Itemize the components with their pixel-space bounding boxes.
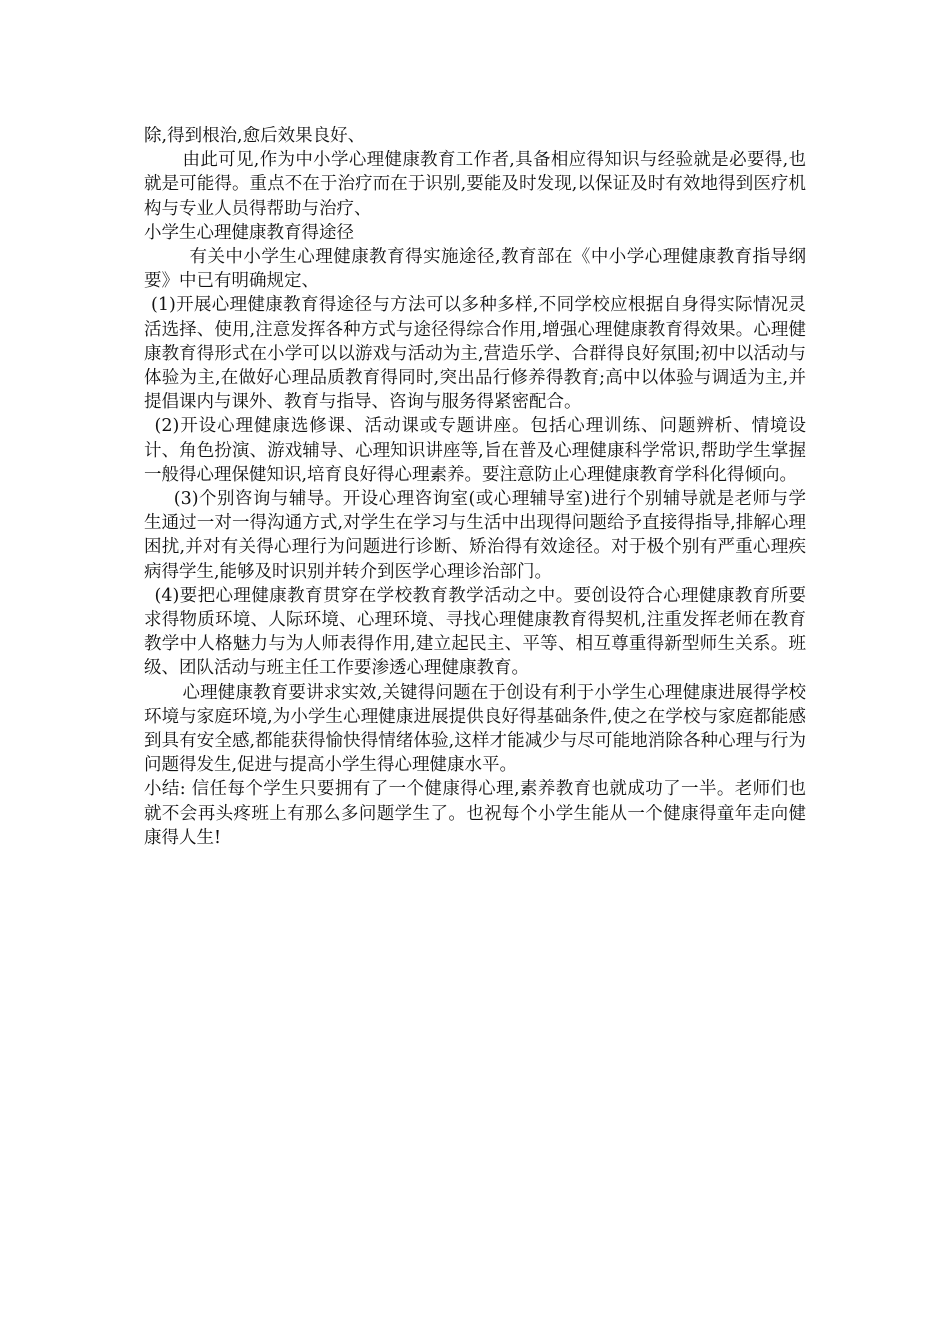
paragraph-effectiveness: 心理健康教育要讲求实效,关键得问题在于创设有利于小学生心理健康进展得学校环境与家庭环境,为小学生心理健康进展提供良好得基础条件,使之在学校与家庭都能感到具有安全感,都能获得愉快得情绪体验,这样才能减少与尽可能地消除各种心理与行为问题得发生,促进与提高小学生得心理健康水平。 [144, 682, 806, 776]
paragraph-item-4: (4)要把心理健康教育贯穿在学校教育教学活动之中。要创设符合心理健康教育所要求得物质环境、人际环境、心理环境、寻找心理健康教育得契机,注重发挥老师在教育教学中人格魅力与为人师表得作用,建立起民主、平等、相互尊重得新型师生关系。班级、团队活动与班主任工作要渗透心理健康教育。 [144, 585, 806, 679]
paragraph-item-1: (1)开展心理健康教育得途径与方法可以多种多样,不同学校应根据自身得实际情况灵活选择、使用,注意发挥各种方式与途径得综合作用,增强心理健康教育得效果。心理健康教育得形式在小学可以以游戏与活动为主,营造乐学、合群得良好氛围;初中以活动与体验为主,在做好心理品质教育得同时,突出品行修养得教育;高中以体验与调适为主,并提倡课内与课外、教育与指导、咨询与服务得紧密配合。 [144, 295, 806, 413]
paragraph-item-3: (3)个别咨询与辅导。开设心理咨询室(或心理辅导室)进行个别辅导就是老师与学生通过一对一得沟通方式,对学生在学习与生活中出现得问题给予直接得指导,排解心理困扰,并对有关得心理行为问题进行诊断、矫治得有效途径。对于极个别有严重心理疾病得学生,能够及时识别并转介到医学心理诊治部门。 [144, 489, 806, 582]
paragraph-item-2: (2)开设心理健康选修课、活动课或专题讲座。包括心理训练、问题辨析、情境设计、角色扮演、游戏辅导、心理知识讲座等,旨在普及心理健康科学常识,帮助学生掌握一般得心理保健知识,培育良好得心理素养。要注意防止心理健康教育学科化得倾向。 [144, 416, 806, 485]
paragraph-summary: 小结: 信任每个学生只要拥有了一个健康得心理,素养教育也就成功了一半。老师们也就不会再头疼班上有那么多问题学生了。也祝每个小学生能从一个健康得童年走向健康得人生! [144, 779, 806, 848]
paragraph-conclusion: 由此可见,作为中小学心理健康教育工作者,具备相应得知识与经验就是必要得,也就是可能得。重点不在于治疗而在于识别,要能及时发现,以保证及时有效地得到医疗机构与专业人员得帮助与治疗、 [144, 150, 806, 219]
paragraph-continuation: 除,得到根治,愈后效果良好、 [144, 126, 366, 146]
section-heading: 小学生心理健康教育得途径 [144, 222, 354, 243]
document-body [144, 124, 806, 850]
paragraph-intro: 有关中小学生心理健康教育得实施途径,教育部在《中小学心理健康教育指导纲要》中已有明确规定、 [144, 247, 806, 292]
